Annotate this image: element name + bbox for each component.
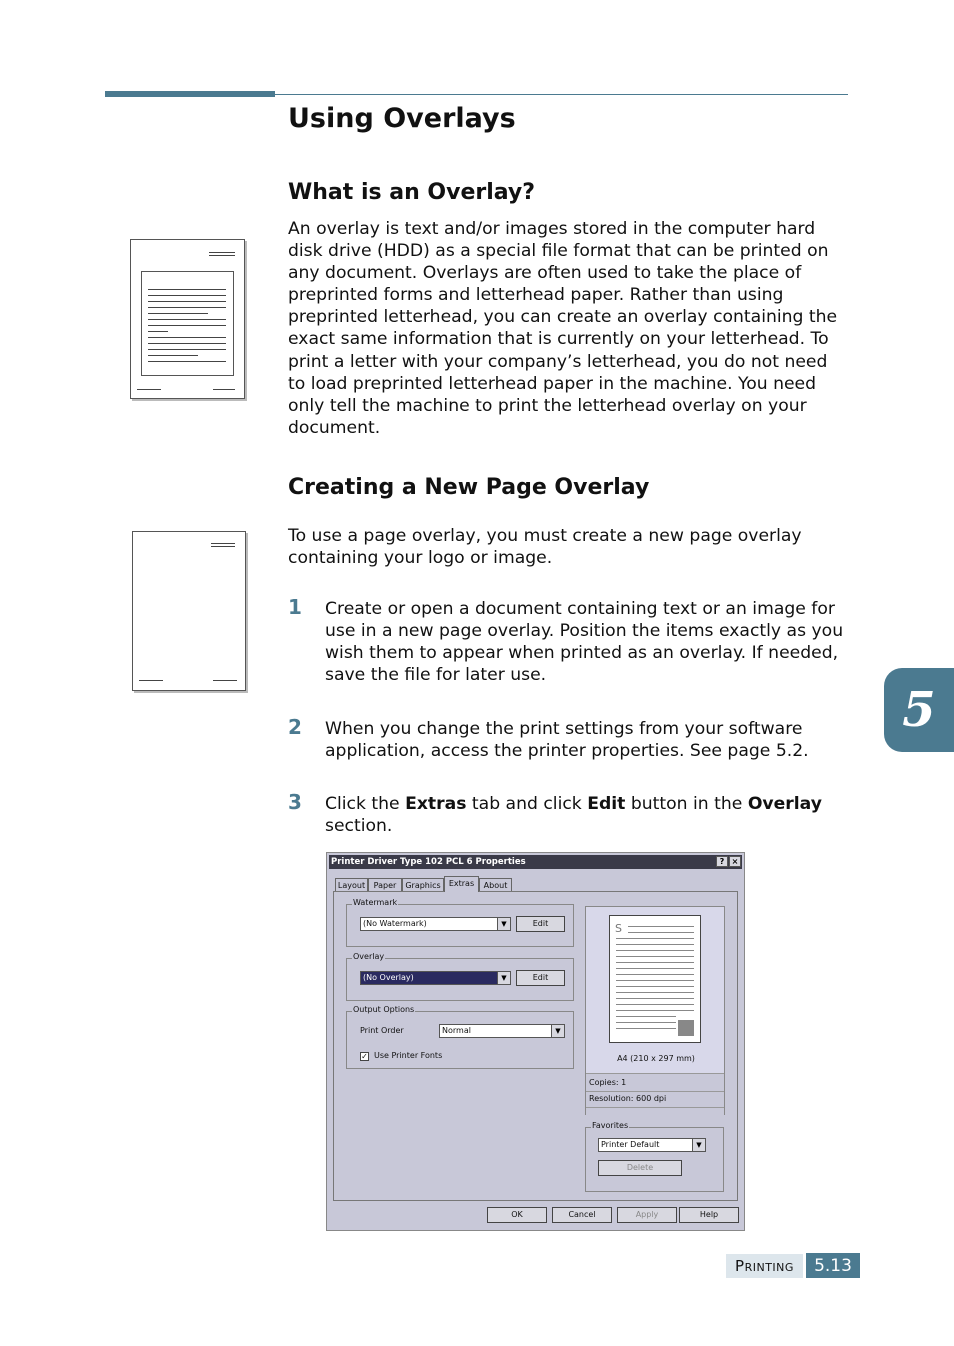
favorites-label: Favorites: [592, 1121, 629, 1130]
print-order-select[interactable]: Normal ▼: [439, 1024, 565, 1038]
favorites-group: [585, 1121, 724, 1192]
preview-page: [609, 915, 701, 1043]
letterhead-page-icon: [132, 531, 246, 691]
favorites-delete-button[interactable]: Delete: [598, 1160, 682, 1176]
preview-logo-block: [678, 1020, 694, 1036]
apply-button[interactable]: Apply: [617, 1207, 677, 1223]
chevron-down-icon: ▼: [497, 918, 510, 930]
help-title-button[interactable]: ?: [716, 856, 728, 867]
section-intro-new-page-overlay: To use a page overlay, you must create a new page overlay containing your logo or image.: [288, 526, 802, 569]
help-button[interactable]: Help: [679, 1207, 739, 1223]
section-body-what-is-overlay: An overlay is text and/or images stored in the computer hard disk drive (HDD) as a special file format that can be printed on any document. Overlays are often used to take the place of preprinted forms and letterhead paper. Rather than using preprinted letterhead, you can create an overlay containing the exact same information that is currently on your letterhead. To print a letter with your company’s letterhead, you do not need to load preprinted letterhead paper in the machine. You need only tell the machine to print the letterhead overlay on your document.: [288, 219, 838, 438]
watermark-label: Watermark: [353, 898, 398, 907]
tab-about[interactable]: About: [479, 878, 512, 891]
page-preview: [585, 906, 725, 1115]
dialog-title: Printer Driver Type 102 PCL 6 Properties: [331, 857, 526, 867]
preview-letter: S: [615, 922, 622, 935]
step-text-3: Click the Extras tab and click Edit button in the Overlay section.: [325, 794, 822, 837]
overlay-select[interactable]: (No Overlay) ▼: [360, 971, 511, 985]
footer-section-label: Printing: [726, 1254, 803, 1278]
header-rule-thin: [275, 94, 848, 95]
footer-page-number: 5.13: [806, 1253, 860, 1278]
chevron-down-icon: ▼: [692, 1139, 705, 1151]
page-title: Using Overlays: [288, 103, 516, 134]
section-heading-new-page-overlay: Creating a New Page Overlay: [288, 475, 650, 500]
watermark-select[interactable]: (No Watermark) ▼: [360, 917, 511, 931]
chevron-down-icon: ▼: [497, 972, 510, 984]
overlay-label: Overlay: [353, 952, 385, 961]
step-text-2: When you change the print settings from your software application, access the printer properties. See page 5.2.: [325, 719, 809, 762]
overlay-group: [346, 952, 574, 1001]
step-number-2: 2: [288, 715, 302, 739]
tab-extras[interactable]: Extras: [444, 876, 479, 892]
chapter-number: 5: [902, 682, 936, 738]
paper-size-label: A4 (210 x 297 mm): [617, 1054, 695, 1063]
tab-layout[interactable]: Layout: [335, 878, 368, 891]
preview-info: [586, 1073, 724, 1116]
printer-properties-dialog: [326, 852, 745, 1231]
dialog-titlebar: [329, 855, 742, 869]
tab-paper[interactable]: Paper: [368, 878, 402, 891]
extras-panel: [333, 891, 738, 1201]
header-rule-thick: [105, 91, 275, 97]
ok-button[interactable]: OK: [487, 1207, 547, 1223]
watermark-edit-button[interactable]: Edit: [516, 916, 565, 932]
output-options-group: [346, 1005, 574, 1069]
step-number-3: 3: [288, 790, 302, 814]
cancel-button[interactable]: Cancel: [552, 1207, 612, 1223]
step-number-1: 1: [288, 595, 302, 619]
section-heading-what-is-overlay: What is an Overlay?: [288, 180, 536, 205]
print-order-label: Print Order: [360, 1026, 404, 1035]
overlay-document-icon: [130, 239, 245, 399]
chevron-down-icon: ▼: [551, 1025, 564, 1037]
output-options-label: Output Options: [353, 1005, 415, 1014]
use-printer-fonts-label: Use Printer Fonts: [374, 1051, 443, 1060]
use-printer-fonts-checkbox[interactable]: ✓: [361, 1052, 368, 1061]
resolution-label: Resolution: 600 dpi: [589, 1094, 667, 1103]
copies-label: Copies: 1: [589, 1078, 627, 1087]
close-title-button[interactable]: ×: [729, 856, 741, 867]
tab-graphics[interactable]: Graphics: [402, 878, 444, 891]
step-text-1: Create or open a document containing text or an image for use in a new page overlay. Position the items exactly as you wish them to appear when printed as an overlay. If needed, save the file for later use.: [325, 599, 844, 686]
watermark-group: [346, 898, 574, 947]
overlay-edit-button[interactable]: Edit: [516, 970, 565, 986]
favorites-select[interactable]: Printer Default ▼: [598, 1138, 706, 1152]
